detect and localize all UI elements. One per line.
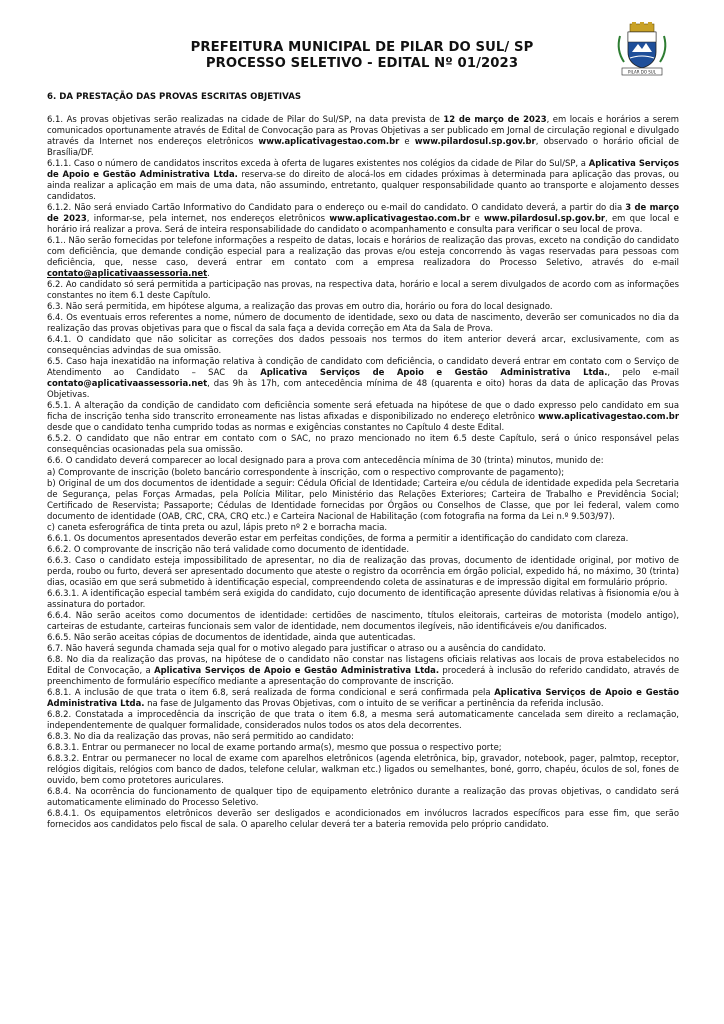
paragraph-6-2: 6.2. Ao candidato só será permitida a participação nas provas, na respectiva data, horário e local a serem divulgados de acordo com as informações constantes no item 6.1 deste Capítulo.: [47, 279, 679, 301]
header-title: PREFEITURA MUNICIPAL DE PILAR DO SUL/ SP: [190, 40, 534, 55]
paragraph-6-6-4: 6.6.4. Não serão aceitos como documentos de identidade: certidões de nascimento, títulos eleitorais, carteiras de motorista (modelo antigo), carteiras de estudante, carteiras funcionais sem valor de identidade, nem documentos ilegíveis, não identificáveis e/ou danificados.: [47, 609, 679, 631]
paragraph-6-8-3: 6.8.3. No dia da realização das provas, não será permitido ao candidato:: [47, 730, 354, 741]
paragraph-6-4: 6.4. Os eventuais erros referentes a nome, número de documento de identidade, sexo ou data de nascimento, deverão ser comunicados no dia da realização das provas objetivas para que o fiscal da sala faça a devida correção em Ata da Sala de Prova.: [47, 312, 679, 334]
paragraph-6-1: 6.1. As provas objetivas serão realizadas na cidade de Pilar do Sul/SP, na data prevista de 12 de março de 2023, em locais e horários a serem comunicados oportunamente através de Edital de Convocação para as Provas Objetivas a ser publicado em Jornal de circulação regional e divulgado através da Internet nos endereços eletrônicos www.aplicativagestao.com.br e www.pilardosul.sp.gov.br, observado o horário oficial de Brasília/DF.: [47, 114, 679, 158]
paragraph-6-1-1: 6.1.1. Caso o número de candidatos inscritos exceda à oferta de lugares existentes nos colégios da cidade de Pilar do Sul/SP, a Aplicativa Serviços de Apoio e Gestão Administrativa Ltda. reserva-se do direito de alocá-los em cidades próximas à determinada para aplicação das provas, ou ainda realizar a aplicação em mais de uma data, não assumindo, entretanto, qualquer responsabilidade quanto ao transporte e alojamento desses candidatos.: [47, 158, 679, 202]
logo-banner-text: PILAR DO SUL: [628, 69, 656, 75]
paragraph-6-8-3-1: 6.8.3.1. Entrar ou permanecer no local de exame portando arma(s), mesmo que possua o respectivo porte;: [47, 741, 502, 752]
paragraph-6-8-1: 6.8.1. A inclusão de que trata o item 6.8, será realizada de forma condicional e será confirmada pela Aplicativa Serviços de Apoio e Gestão Administrativa Ltda. na fase de Julgamento das Provas Objetivas, com o intuito de se verificar a pertinência da referida inclusão.: [47, 686, 679, 708]
paragraph-6-3: 6.3. Não será permitida, em hipótese alguma, a realização das provas em outro dia, horário ou fora do local designado.: [47, 301, 553, 312]
document-body: [47, 92, 679, 830]
list-item-c: c) caneta esferográfica de tinta preta ou azul, lápis preto nº 2 e borracha macia.: [47, 521, 388, 532]
paragraph-6-6-3: 6.6.3. Caso o candidato esteja impossibilitado de apresentar, no dia de realização das provas, documento de identidade original, por motivo de perda, roubo ou furto, deverá ser apresentado documento que ateste o registro da ocorrência em órgão policial, expedido há, no máximo, 30 (trinta) dias, ocasião em que será submetido à identificação especial, compreendendo coleta de assinaturas e de impressão digital em formulário próprio.: [47, 554, 679, 587]
paragraph-6-5: 6.5. Caso haja inexatidão na informação relativa à condição de candidato com deficiência, o candidato deverá entrar em contato com o Serviço de Atendimento ao Candidato – SAC da Aplicativa Serviços de Apoio e Gestão Administrativa Ltda., pelo e-mail contato@aplicativaassessoria.net, das 9h às 17h, com antecedência mínima de 48 (quarenta e oito) horas da data de aplicação das Provas Objetivas.: [47, 356, 679, 400]
section-title: 6. DA PRESTAÇÃO DAS PROVAS ESCRITAS OBJETIVAS: [47, 92, 302, 102]
paragraph-6-8-4-1: 6.8.4.1. Os equipamentos eletrônicos deverão ser desligados e acondicionados em invólucros lacrados específicos para esse fim, que serão fornecidos aos candidatos pelo fiscal de sala. O aparelho celular deverá ter a bateria removida pelo próprio candidato.: [47, 807, 679, 829]
paragraph-6-6: 6.6. O candidato deverá comparecer ao local designado para a prova com antecedência mínima de 30 (trinta) minutos, munido de:: [47, 455, 604, 466]
paragraph-6-4-1: 6.4.1. O candidato que não solicitar as correções dos dados pessoais nos termos do item anterior deverá arcar, exclusivamente, com as consequências advindas de sua omissão.: [47, 334, 679, 356]
paragraph-6-6-3-1: 6.6.3.1. A identificação especial também será exigida do candidato, cujo documento de identificação apresente dúvidas relativas à fisionomia e/ou à assinatura do portador.: [47, 587, 679, 609]
paragraph-6-8-2: 6.8.2. Constatada a improcedência da inscrição de que trata o item 6.8, a mesma será automaticamente cancelada sem direito a reclamação, independentemente de qualquer formalidade, considerados nulos todos os atos dela decorrentes.: [47, 708, 679, 730]
paragraph-6-1-3: 6.1.. Não serão fornecidas por telefone informações a respeito de datas, locais e horários de realização das provas, exceto na condição do candidato com deficiência, que demande condição especial para a realização das provas e/ou esteja concorrendo às vagas reservadas para pessoas com deficiência, que, nesse caso, deverá entrar em contato com a empresa realizadora do Processo Seletivo, através do e-mail contato@aplicativaassessoria.net.: [47, 235, 679, 279]
header-subtitle: PROCESSO SELETIVO - EDITAL Nº 01/2023: [205, 56, 519, 71]
paragraph-6-7: 6.7. Não haverá segunda chamada seja qual for o motivo alegado para justificar o atraso ou a ausência do candidato.: [47, 642, 546, 653]
paragraph-6-8: 6.8. No dia da realização das provas, na hipótese de o candidato não constar nas listagens oficiais relativas aos locais de prova estabelecidos no Edital de Convocação, a Aplicativa Serviços de Apoio e Gestão Administrativa Ltda. procederá à inclusão do referido candidato, através de preenchimento de formulário específico mediante a apresentação do comprovante de inscrição.: [47, 653, 680, 686]
list-item-b: b) Original de um dos documentos de identidade a seguir: Cédula Oficial de Identidade; Carteira e/ou cédula de identidade expedida pela Secretaria de Segurança, pelas Forças Armadas, pela Polícia Militar, pelo Ministério das Relações Exteriores; Carteira de Trabalho e Previdência Social; Certificado de Reservista; Passaporte; Cédulas de Identidade fornecidas por Órgãos ou Conselhos de Classe, que por lei federal, valem como documento de identidade (OAB, CRC, CRA, CRQ etc.) e Carteira Nacional de Habilitação (com fotografia na forma da Lei n.º 9.503/97).: [47, 477, 679, 521]
paragraph-6-5-2: 6.5.2. O candidato que não entrar em contato com o SAC, no prazo mencionado no item 6.5 deste Capítulo, será o único responsável pelas consequências ocasionadas pela sua omissão.: [47, 433, 679, 455]
contact-email-link[interactable]: contato@aplicativaassessoria.net: [47, 268, 208, 279]
paragraph-6-8-4: 6.8.4. Na ocorrência do funcionamento de qualquer tipo de equipamento eletrônico durante a realização das provas objetivas, o candidato será automaticamente eliminado do Processo Seletivo.: [47, 785, 679, 807]
paragraph-6-6-2: 6.6.2. O comprovante de inscrição não terá validade como documento de identidade.: [47, 543, 410, 554]
coat-of-arms-logo: [614, 22, 670, 78]
paragraph-6-5-1: 6.5.1. A alteração da condição de candidato com deficiência somente será efetuada na hipótese de que o dado expresso pelo candidato em sua ficha de inscrição tenha sido transcrito erroneamente nas listas afixadas e disponibilizado no endereço eletrônico www.aplicativagestao.com.br desde que o candidato tenha cumprido todas as normas e exigências constantes no Capítulo 4 deste Edital.: [47, 400, 679, 433]
coat-of-arms-icon: [614, 22, 670, 78]
list-item-a: a) Comprovante de inscrição (boleto bancário correspondente à inscrição, com o respectivo comprovante de pagamento);: [47, 466, 565, 477]
paragraph-6-1-2: 6.1.2. Não será enviado Cartão Informativo do Candidato para o endereço ou e-mail do candidato. O candidato deverá, a partir do dia 3 de março de 2023, informar-se, pela internet, nos endereços eletrônicos www.aplicativagestao.com.br e www.pilardosul.sp.gov.br, em que local e horário irá realizar a prova. Será de inteira responsabilidade do candidato o acompanhamento e consulta para verificar o seu local de prova.: [47, 202, 680, 235]
paragraph-6-8-3-2: 6.8.3.2. Entrar ou permanecer no local de exame com aparelhos eletrônicos (agenda eletrônica, bip, gravador, notebook, pager, palmtop, receptor, relógios digitais, relógios com banco de dados, telefone celular, walkman etc.) ligados ou semelhantes, boné, gorro, chapéu, óculos de sol, fones de ouvido, bem como protetores auriculares.: [47, 752, 679, 785]
paragraph-6-6-1: 6.6.1. Os documentos apresentados deverão estar em perfeitas condições, de forma a permitir a identificação do candidato com clareza.: [47, 532, 629, 543]
paragraph-6-6-5: 6.6.5. Não serão aceitas cópias de documentos de identidade, ainda que autenticadas.: [47, 631, 416, 642]
